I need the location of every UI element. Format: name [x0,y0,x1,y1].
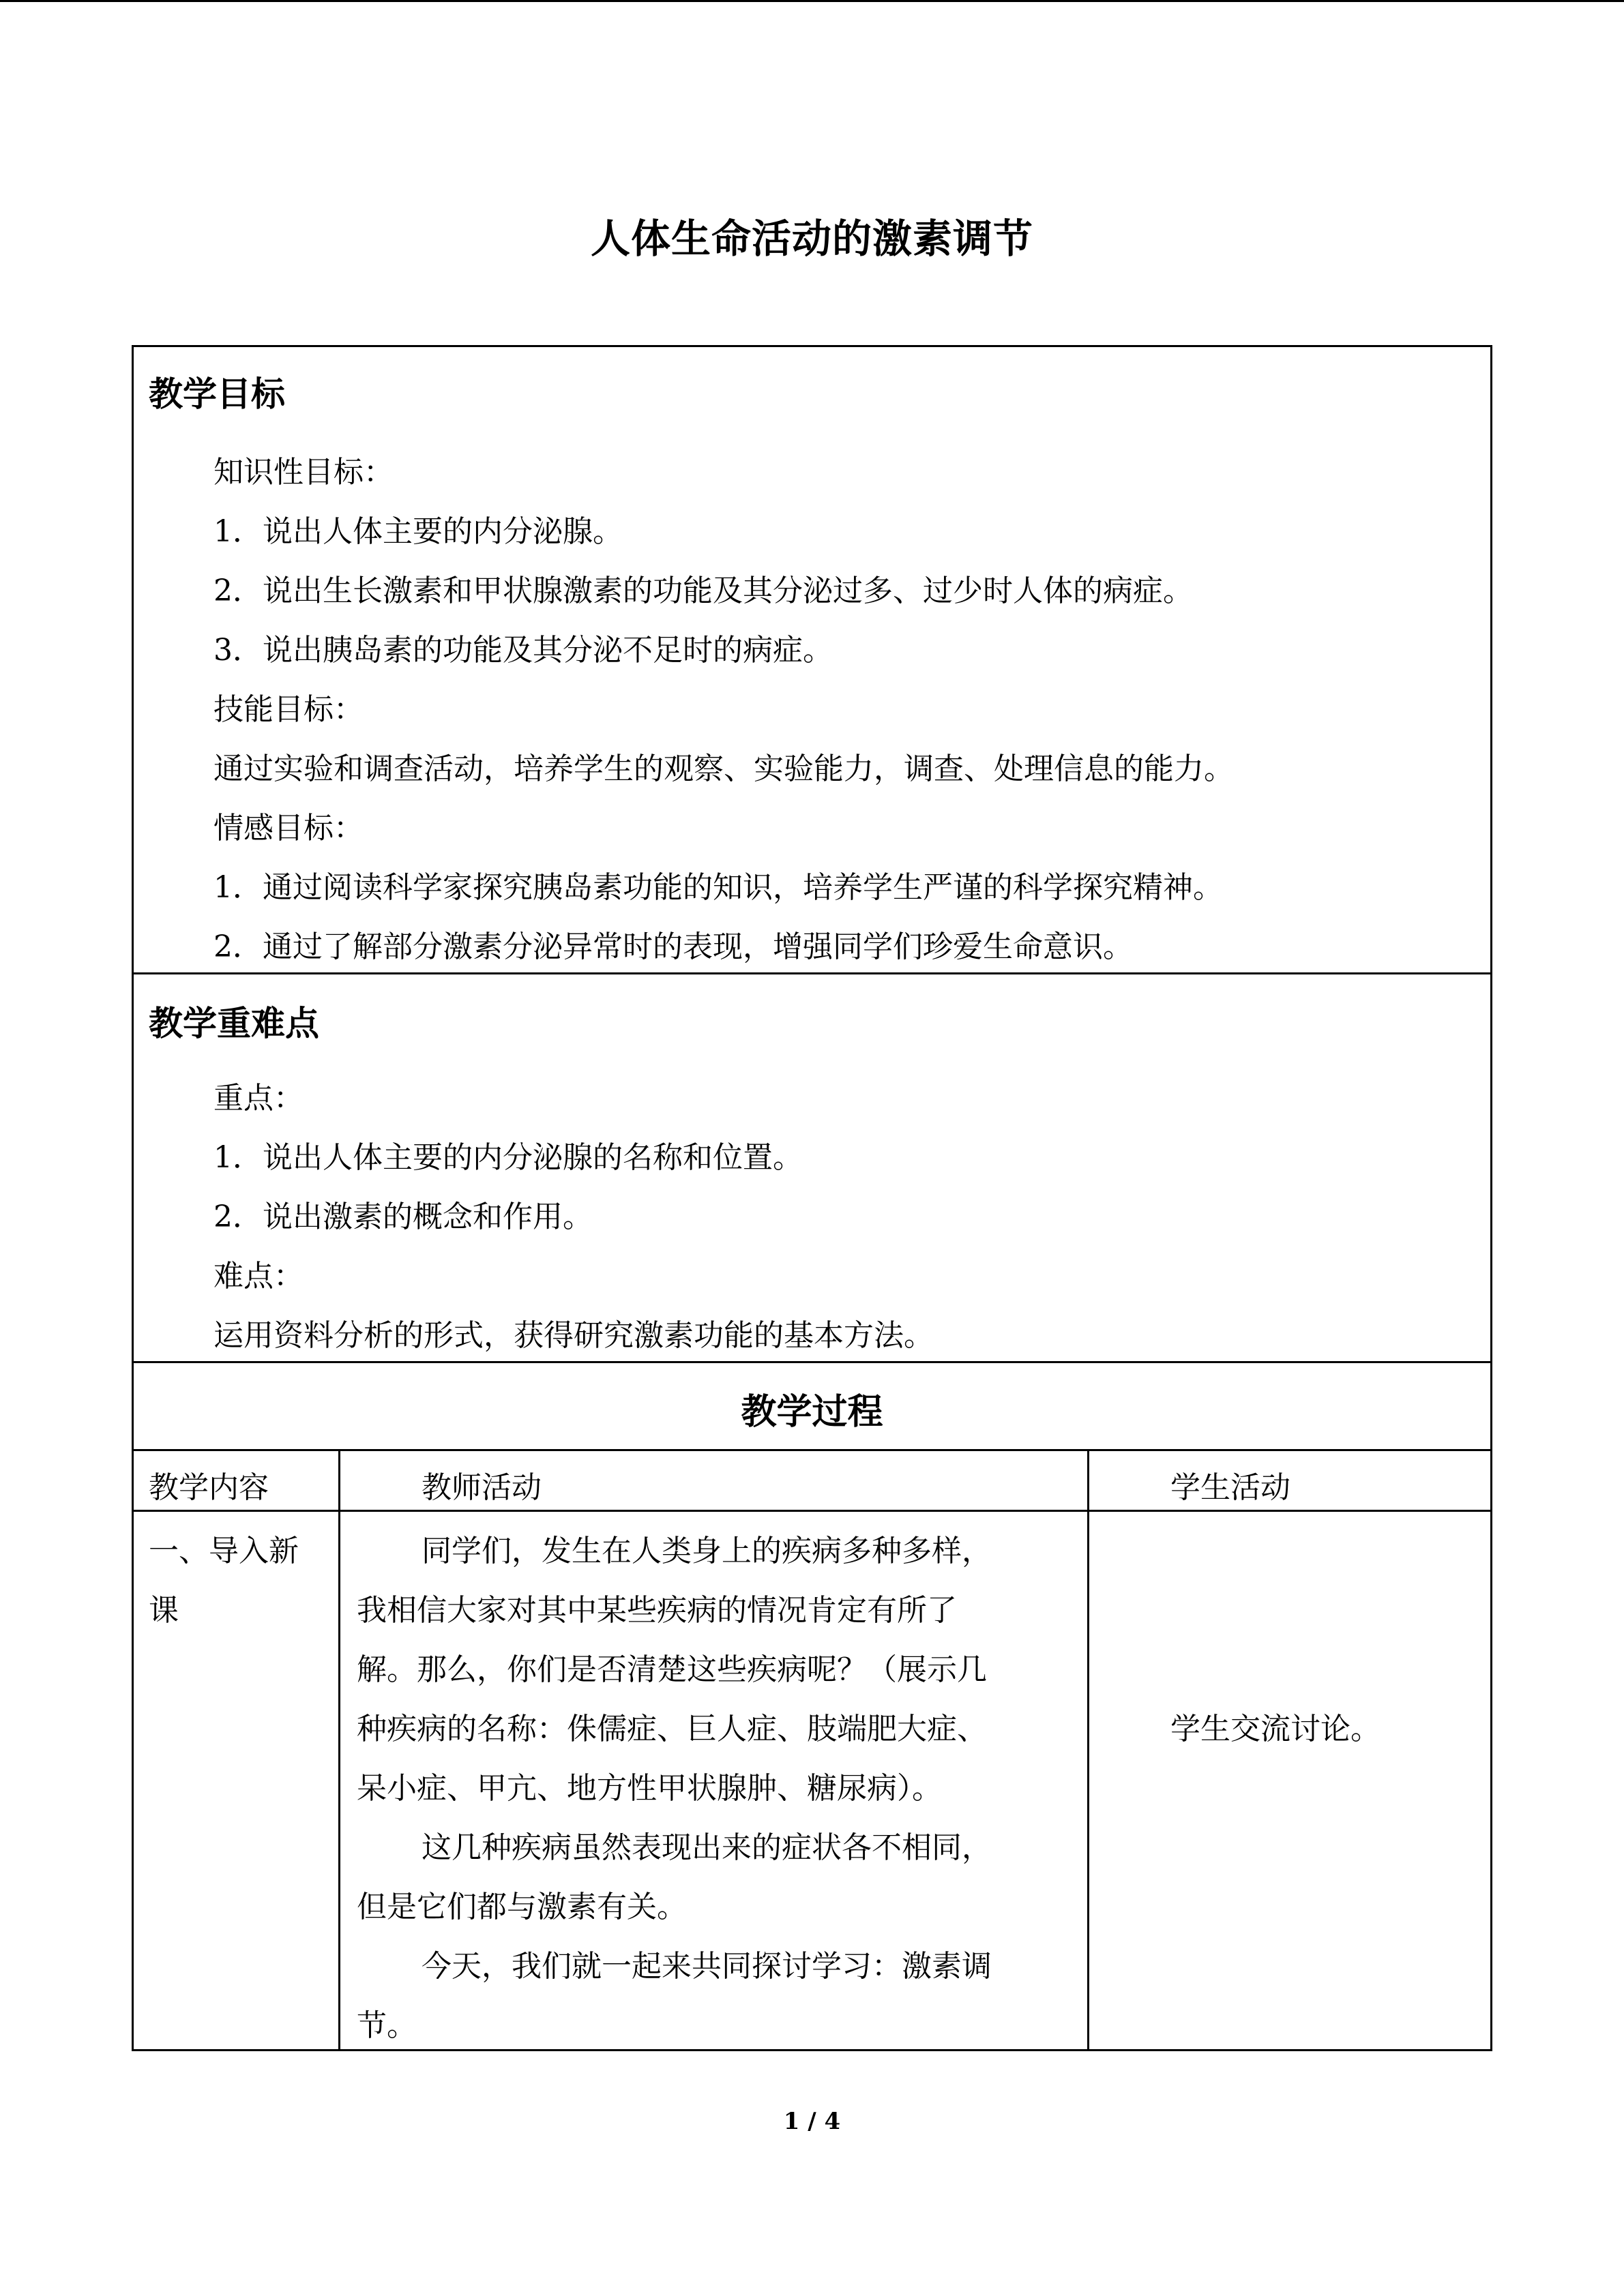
content-cell-line: 课 [149,1593,179,1628]
teacher-cell-line: 种疾病的名称：侏儒症、巨人症、肢端肥大症、 [357,1712,987,1746]
page-number: 1 / 4 [783,2108,841,2135]
objectives-line: 2．说出生长激素和甲状腺激素的功能及其分泌过多、过少时人体的病症。 [213,573,1193,608]
teacher-cell-line: 节。 [357,2008,417,2043]
teacher-cell-line: 但是它们都与激素有关。 [357,1890,687,1924]
column-header-content: 教学内容 [149,1470,269,1505]
teacher-cell-line: 解。那么，你们是否清楚这些疾病呢？（展示几 [357,1652,987,1687]
objectives-line: 3．说出胰岛素的功能及其分泌不足时的病症。 [213,633,833,668]
teacher-cell-line: 今天，我们就一起来共同探讨学习：激素调 [422,1949,992,1984]
keypoints-line: 重点： [213,1081,304,1116]
teacher-cell-line: 呆小症、甲亢、地方性甲状腺肿、糖尿病）。 [357,1771,942,1806]
teacher-cell-line: 这几种疾病虽然表现出来的症状各不相同， [422,1830,992,1865]
objectives-line: 情感目标： [213,811,364,846]
column-header-teacher: 教师活动 [422,1470,542,1505]
objectives-line: 知识性目标： [213,455,394,490]
objectives-line: 通过实验和调查活动，培养学生的观察、实验能力，调查、处理信息的能力。 [213,751,1234,786]
teacher-cell-line: 同学们，发生在人类身上的疾病多种多样， [422,1534,992,1568]
keypoints-line: 2．说出激素的概念和作用。 [213,1199,593,1234]
document-title: 人体生命活动的激素调节 [590,215,1033,262]
column-divider-1 [338,1449,340,2051]
divider-column-headers [132,1510,1492,1512]
keypoints-line: 1．说出人体主要的内分泌腺的名称和位置。 [213,1140,803,1175]
keypoints-line: 难点： [213,1259,304,1294]
column-divider-2 [1087,1449,1089,2051]
objectives-line: 2．通过了解部分激素分泌异常时的表现，增强同学们珍爱生命意识。 [213,929,1133,964]
divider-objectives [132,972,1492,974]
student-cell-text: 学生交流讨论。 [1170,1712,1381,1746]
keypoints-heading: 教学重难点 [149,1004,319,1043]
objectives-line: 1．说出人体主要的内分泌腺。 [213,514,623,549]
divider-keypoints [132,1361,1492,1363]
process-heading: 教学过程 [741,1392,883,1433]
objectives-heading: 教学目标 [149,374,285,414]
divider-process-heading [132,1449,1492,1451]
teacher-cell-line: 我相信大家对其中某些疾病的情况肯定有所了 [357,1593,957,1628]
column-header-student: 学生活动 [1170,1470,1290,1505]
keypoints-line: 运用资料分析的形式，获得研究激素功能的基本方法。 [213,1318,934,1353]
objectives-line: 技能目标： [213,692,364,727]
objectives-line: 1．通过阅读科学家探究胰岛素功能的知识，培养学生严谨的科学探究精神。 [213,870,1223,905]
content-cell-line: 一、导入新 [149,1534,299,1568]
